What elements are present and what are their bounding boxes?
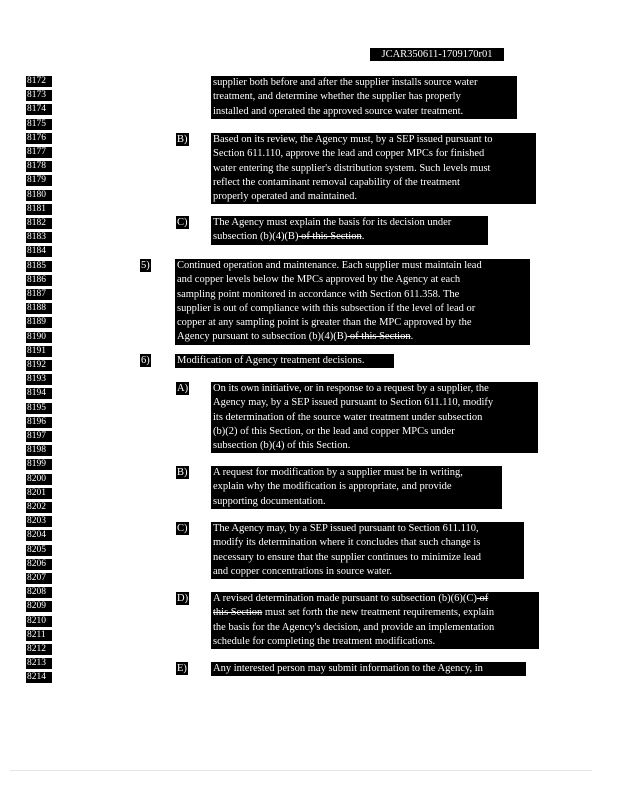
text-line: (b)(2) of this Section, or the lead and copper MPCs under (213, 425, 455, 437)
text-line: sampling point monitored in accordance with Section 611.358. The (177, 288, 460, 300)
line-number: 8207 (26, 573, 52, 584)
line-number: 8214 (26, 672, 52, 683)
text-line (213, 606, 537, 620)
paragraph-6b (211, 466, 502, 509)
line-number: 8194 (26, 388, 52, 399)
text-line: schedule for completing the treatment modifications. (213, 635, 436, 647)
line-number: 8209 (26, 601, 52, 612)
line-number: 8189 (26, 317, 52, 328)
line-number: 8205 (26, 545, 52, 556)
text-line: installed and operated the approved source water treatment. (213, 105, 464, 117)
struck-text: of (476, 593, 489, 604)
line-number: 8202 (26, 502, 52, 513)
text-line (177, 330, 528, 344)
paragraph-label-b: B) (177, 134, 188, 145)
paragraph-label-6c: C) (177, 523, 188, 534)
line-number: 8183 (26, 232, 52, 243)
text-line: supplier both before and after the supplier installs source water (213, 77, 478, 88)
line-number: 8187 (26, 289, 52, 300)
paragraph-b (211, 133, 536, 204)
text-line: supporting documentation. (213, 495, 326, 507)
text-line: Any interested person may submit information to the Agency, in (213, 663, 483, 674)
struck-text: of this Section (298, 231, 362, 243)
text-line: supplier is out of compliance with this subsection if the level of lead or (177, 302, 476, 314)
line-number: 8213 (26, 658, 52, 669)
line-number: 8172 (26, 76, 52, 87)
text-line: The Agency must explain the basis for its decision under (213, 217, 452, 228)
line-number: 8193 (26, 374, 52, 385)
text-line: Continued operation and maintenance. Each supplier must maintain lead (177, 260, 482, 271)
text-run: must set forth the new treatment requirements, explain (262, 607, 495, 619)
paragraph-label-6a: A) (177, 383, 189, 394)
text-line (213, 230, 486, 244)
paragraph-label-5: 5) (141, 260, 150, 271)
line-number: 8173 (26, 90, 52, 101)
struck-text: this Section (213, 607, 263, 619)
line-number: 8203 (26, 516, 52, 527)
text-run: subsection (b)(4)(B) (213, 231, 299, 243)
line-number: 8175 (26, 119, 52, 130)
line-number: 8204 (26, 530, 52, 541)
line-number: 8191 (26, 346, 52, 357)
text-line: the basis for the Agency's decision, and provide an implementation (213, 621, 495, 633)
paragraph-c (211, 216, 488, 245)
paragraph-6d (211, 592, 539, 649)
line-number: 8192 (26, 360, 52, 371)
text-run: A revised determination made pursuant to subsection (b)(6)(C) (213, 593, 477, 604)
paragraph-label-6: 6) (141, 355, 150, 366)
paragraph-6a (211, 382, 538, 453)
line-number: 8197 (26, 431, 52, 442)
line-number: 8210 (26, 616, 52, 627)
line-number: 8201 (26, 488, 52, 499)
line-number: 8180 (26, 190, 52, 201)
line-number: 8212 (26, 644, 52, 655)
text-line: explain why the modification is appropriate, and provide (213, 481, 452, 493)
line-number: 8179 (26, 175, 52, 186)
line-number: 8208 (26, 587, 52, 598)
page-bottom-rule (10, 770, 592, 771)
line-number: 8196 (26, 417, 52, 428)
text-line: necessary to ensure that the supplier continues to minimize lead (213, 551, 481, 563)
struck-text: of this Section (347, 331, 411, 343)
line-number: 8188 (26, 303, 52, 314)
line-number: 8177 (26, 147, 52, 158)
line-number: 8206 (26, 559, 52, 570)
line-number: 8211 (26, 630, 52, 641)
text-line: and copper concentrations in source water. (213, 565, 393, 577)
line-number: 8176 (26, 133, 52, 144)
text-line: Based on its review, the Agency must, by a SEP issued pursuant to (213, 134, 493, 145)
line-number: 8181 (26, 204, 52, 215)
text-line: A request for modification by a supplier must be in writing, (213, 467, 463, 478)
text-line: subsection (b)(4) of this Section. (213, 440, 351, 452)
text-run: . (361, 231, 365, 243)
text-line: Section 611.110, approve the lead and copper MPCs for finished (213, 148, 485, 160)
paragraph-6e (211, 662, 526, 676)
line-number: 8174 (26, 104, 52, 115)
text-line: The Agency may, by a SEP issued pursuant to Section 611.110, (213, 523, 479, 534)
text-line: On its own initiative, or in response to a request by a supplier, the (213, 383, 489, 394)
document-id-header: JCAR350611-1709170r01 (370, 48, 504, 61)
line-number: 8195 (26, 403, 52, 414)
paragraph-continuation (211, 76, 517, 119)
text-run: Agency pursuant to subsection (b)(4)(B) (177, 331, 348, 343)
text-line: reflect the contaminant removal capability of the treatment (213, 176, 460, 188)
text-line: Modification of Agency treatment decisions. (177, 355, 365, 366)
line-number: 8199 (26, 459, 52, 470)
text-line: Agency may, by a SEP issued pursuant to Section 611.110, modify (213, 397, 494, 409)
paragraph-6c (211, 522, 524, 579)
line-number: 8200 (26, 474, 52, 485)
line-number: 8182 (26, 218, 52, 229)
line-number: 8185 (26, 261, 52, 272)
text-line: its determination of the source water treatment under subsection (213, 411, 483, 423)
paragraph-6-heading (175, 354, 394, 368)
line-number: 8190 (26, 332, 52, 343)
line-number: 8184 (26, 246, 52, 257)
text-run: . (410, 331, 414, 343)
text-line: properly operated and maintained. (213, 191, 358, 203)
paragraph-label-6d: D) (177, 593, 189, 604)
paragraph-label-c: C) (177, 217, 188, 228)
text-line (213, 592, 537, 606)
text-line: water entering the supplier's distribution system. Such levels must (213, 162, 491, 174)
paragraph-5 (175, 259, 530, 345)
line-number: 8198 (26, 445, 52, 456)
line-number: 8178 (26, 161, 52, 172)
paragraph-label-6e: E) (177, 663, 187, 674)
paragraph-label-6b: B) (177, 467, 188, 478)
text-line: and copper levels below the MPCs approved by the Agency at each (177, 274, 461, 286)
line-number: 8186 (26, 275, 52, 286)
text-line: copper at any sampling point is greater than the MPC approved by the (177, 317, 472, 329)
text-line: treatment, and determine whether the supplier has properly (213, 91, 461, 103)
text-line: modify its determination where it concludes that such change is (213, 537, 481, 549)
